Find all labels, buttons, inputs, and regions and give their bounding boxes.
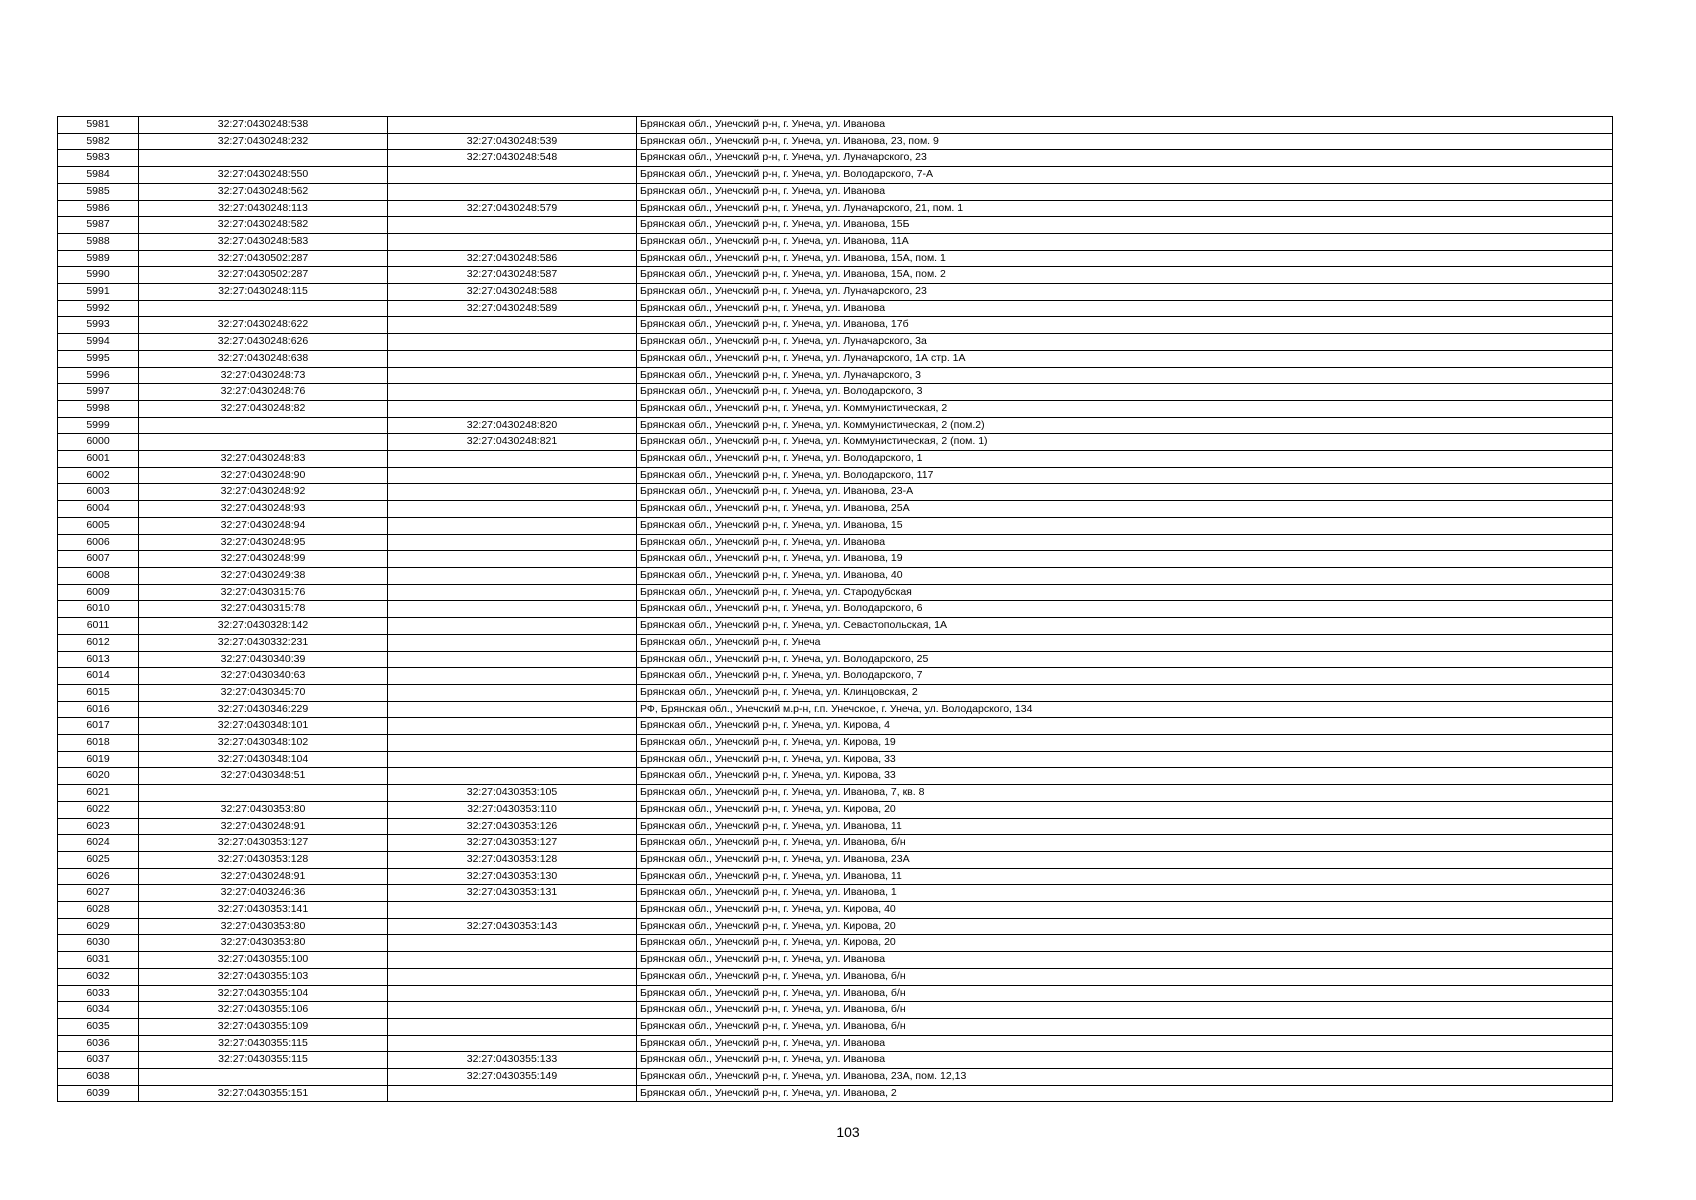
table-row <box>58 935 1613 952</box>
address-cell: Брянская обл., Унечский р-н, г. Унеча, ул. Володарского, 117 <box>637 467 1613 484</box>
table-row <box>58 133 1613 150</box>
linked-cadastral-number-cell <box>388 751 637 768</box>
table-row <box>58 735 1613 752</box>
cadastral-number-cell: 32:27:0430248:91 <box>139 868 388 885</box>
cadastral-number-cell: 32:27:0430348:104 <box>139 751 388 768</box>
linked-cadastral-number-cell <box>388 534 637 551</box>
row-number-cell: 6026 <box>58 868 139 885</box>
cadastral-number-cell: 32:27:0430355:104 <box>139 985 388 1002</box>
linked-cadastral-number-cell: 32:27:0430353:128 <box>388 851 637 868</box>
cadastral-number-cell <box>139 300 388 317</box>
row-number-cell: 6037 <box>58 1052 139 1069</box>
cadastral-number-cell <box>139 417 388 434</box>
cadastral-number-cell: 32:27:0430248:232 <box>139 133 388 150</box>
row-number-cell: 6010 <box>58 601 139 618</box>
address-cell: Брянская обл., Унечский р-н, г. Унеча, ул. Иванова <box>637 183 1613 200</box>
table-row <box>58 484 1613 501</box>
linked-cadastral-number-cell <box>388 618 637 635</box>
linked-cadastral-number-cell: 32:27:0430353:130 <box>388 868 637 885</box>
row-number-cell: 5984 <box>58 167 139 184</box>
row-number-cell: 6005 <box>58 517 139 534</box>
address-cell: Брянская обл., Унечский р-н, г. Унеча, ул. Коммунистическая, 2 <box>637 400 1613 417</box>
cadastral-number-cell: 32:27:0430248:73 <box>139 367 388 384</box>
address-cell: Брянская обл., Унечский р-н, г. Унеча, ул. Клинцовская, 2 <box>637 684 1613 701</box>
table-row <box>58 885 1613 902</box>
cadastral-number-cell: 32:27:0403246:36 <box>139 885 388 902</box>
table-row <box>58 801 1613 818</box>
table-row <box>58 317 1613 334</box>
cadastral-number-cell: 32:27:0430328:142 <box>139 618 388 635</box>
address-cell: Брянская обл., Унечский р-н, г. Унеча, ул. Володарского, 3 <box>637 384 1613 401</box>
row-number-cell: 6020 <box>58 768 139 785</box>
address-cell: Брянская обл., Унечский р-н, г. Унеча, ул. Иванова, 2 <box>637 1085 1613 1102</box>
address-cell: РФ, Брянская обл., Унечский м.р-н, г.п. Унечское, г. Унеча, ул. Володарского, 134 <box>637 701 1613 718</box>
row-number-cell: 5995 <box>58 350 139 367</box>
address-cell: Брянская обл., Унечский р-н, г. Унеча, ул. Иванова, 15Б <box>637 217 1613 234</box>
cadastral-number-cell: 32:27:0430346:229 <box>139 701 388 718</box>
cadastral-number-cell: 32:27:0430248:113 <box>139 200 388 217</box>
table-row <box>58 434 1613 451</box>
linked-cadastral-number-cell: 32:27:0430248:579 <box>388 200 637 217</box>
linked-cadastral-number-cell: 32:27:0430353:127 <box>388 835 637 852</box>
table-row <box>58 467 1613 484</box>
row-number-cell: 6030 <box>58 935 139 952</box>
linked-cadastral-number-cell: 32:27:0430248:539 <box>388 133 637 150</box>
row-number-cell: 5988 <box>58 233 139 250</box>
table-row <box>58 367 1613 384</box>
cadastral-number-cell: 32:27:0430353:141 <box>139 902 388 919</box>
cadastral-number-cell: 32:27:0430340:39 <box>139 651 388 668</box>
row-number-cell: 5997 <box>58 384 139 401</box>
row-number-cell: 6017 <box>58 718 139 735</box>
cadastral-number-cell: 32:27:0430248:95 <box>139 534 388 551</box>
row-number-cell: 6006 <box>58 534 139 551</box>
linked-cadastral-number-cell: 32:27:0430353:126 <box>388 818 637 835</box>
linked-cadastral-number-cell <box>388 601 637 618</box>
address-cell: Брянская обл., Унечский р-н, г. Унеча, ул. Стародубская <box>637 584 1613 601</box>
address-cell: Брянская обл., Унечский р-н, г. Унеча, ул. Иванова <box>637 1035 1613 1052</box>
address-cell: Брянская обл., Унечский р-н, г. Унеча, ул. Коммунистическая, 2 (пом. 1) <box>637 434 1613 451</box>
cadastral-number-cell: 32:27:0430345:70 <box>139 684 388 701</box>
table-row <box>58 300 1613 317</box>
linked-cadastral-number-cell <box>388 501 637 518</box>
page-number: 103 <box>836 1124 860 1140</box>
table-row <box>58 785 1613 802</box>
cadastral-number-cell: 32:27:0430315:78 <box>139 601 388 618</box>
row-number-cell: 6009 <box>58 584 139 601</box>
table-row <box>58 818 1613 835</box>
linked-cadastral-number-cell <box>388 233 637 250</box>
table-row <box>58 1018 1613 1035</box>
table-row <box>58 985 1613 1002</box>
table-row <box>58 501 1613 518</box>
row-number-cell: 6038 <box>58 1069 139 1086</box>
table-row <box>58 851 1613 868</box>
row-number-cell: 6025 <box>58 851 139 868</box>
address-cell: Брянская обл., Унечский р-н, г. Унеча, ул. Иванова, 15А, пом. 2 <box>637 267 1613 284</box>
address-cell: Брянская обл., Унечский р-н, г. Унеча, ул. Кирова, 20 <box>637 935 1613 952</box>
table-row <box>58 183 1613 200</box>
row-number-cell: 6023 <box>58 818 139 835</box>
address-cell: Брянская обл., Унечский р-н, г. Унеча, ул. Иванова, 17б <box>637 317 1613 334</box>
cadastral-number-cell: 32:27:0430348:102 <box>139 735 388 752</box>
cadastral-number-cell: 32:27:0430248:538 <box>139 117 388 134</box>
row-number-cell: 5996 <box>58 367 139 384</box>
table-row <box>58 250 1613 267</box>
linked-cadastral-number-cell: 32:27:0430248:589 <box>388 300 637 317</box>
address-cell: Брянская обл., Унечский р-н, г. Унеча, ул. Кирова, 33 <box>637 768 1613 785</box>
linked-cadastral-number-cell <box>388 718 637 735</box>
row-number-cell: 6034 <box>58 1002 139 1019</box>
address-cell: Брянская обл., Унечский р-н, г. Унеча, ул. Иванова, 23А, пом. 12,13 <box>637 1069 1613 1086</box>
address-cell: Брянская обл., Унечский р-н, г. Унеча, ул. Володарского, 7 <box>637 668 1613 685</box>
linked-cadastral-number-cell <box>388 384 637 401</box>
address-cell: Брянская обл., Унечский р-н, г. Унеча, ул. Кирова, 19 <box>637 735 1613 752</box>
row-number-cell: 5981 <box>58 117 139 134</box>
cadastral-number-cell: 32:27:0430502:287 <box>139 267 388 284</box>
table-row <box>58 584 1613 601</box>
table-row <box>58 400 1613 417</box>
linked-cadastral-number-cell <box>388 400 637 417</box>
table-row <box>58 451 1613 468</box>
table-row <box>58 835 1613 852</box>
cadastral-number-cell: 32:27:0430248:622 <box>139 317 388 334</box>
table-row <box>58 768 1613 785</box>
table-row <box>58 551 1613 568</box>
row-number-cell: 6029 <box>58 918 139 935</box>
table-row <box>58 117 1613 134</box>
address-cell: Брянская обл., Унечский р-н, г. Унеча, ул. Луначарского, 1А стр. 1А <box>637 350 1613 367</box>
row-number-cell: 5993 <box>58 317 139 334</box>
address-cell: Брянская обл., Унечский р-н, г. Унеча, ул. Кирова, 33 <box>637 751 1613 768</box>
table-row <box>58 517 1613 534</box>
linked-cadastral-number-cell <box>388 584 637 601</box>
linked-cadastral-number-cell: 32:27:0430355:133 <box>388 1052 637 1069</box>
linked-cadastral-number-cell: 32:27:0430248:588 <box>388 284 637 301</box>
row-number-cell: 6007 <box>58 551 139 568</box>
cadastral-number-cell: 32:27:0430248:626 <box>139 334 388 351</box>
table-row <box>58 668 1613 685</box>
linked-cadastral-number-cell <box>388 367 637 384</box>
row-number-cell: 6019 <box>58 751 139 768</box>
address-cell: Брянская обл., Унечский р-н, г. Унеча, ул. Иванова, 23А <box>637 851 1613 868</box>
address-cell: Брянская обл., Унечский р-н, г. Унеча, ул. Луначарского, 3 <box>637 367 1613 384</box>
cadastral-number-cell: 32:27:0430353:80 <box>139 801 388 818</box>
address-cell: Брянская обл., Унечский р-н, г. Унеча, ул. Луначарского, 21, пом. 1 <box>637 200 1613 217</box>
row-number-cell: 6039 <box>58 1085 139 1102</box>
linked-cadastral-number-cell <box>388 1002 637 1019</box>
address-cell: Брянская обл., Унечский р-н, г. Унеча, ул. Луначарского, 23 <box>637 284 1613 301</box>
cadastral-number-cell: 32:27:0430248:94 <box>139 517 388 534</box>
row-number-cell: 6033 <box>58 985 139 1002</box>
linked-cadastral-number-cell <box>388 668 637 685</box>
linked-cadastral-number-cell <box>388 1035 637 1052</box>
address-cell: Брянская обл., Унечский р-н, г. Унеча, ул. Иванова, 1 <box>637 885 1613 902</box>
table-row <box>58 751 1613 768</box>
address-cell: Брянская обл., Унечский р-н, г. Унеча, ул. Севастопольская, 1А <box>637 618 1613 635</box>
linked-cadastral-number-cell <box>388 567 637 584</box>
table-row <box>58 634 1613 651</box>
address-cell: Брянская обл., Унечский р-н, г. Унеча, ул. Иванова <box>637 300 1613 317</box>
table-row <box>58 618 1613 635</box>
address-cell: Брянская обл., Унечский р-н, г. Унеча, ул. Иванова, 15 <box>637 517 1613 534</box>
address-cell: Брянская обл., Унечский р-н, г. Унеча, ул. Кирова, 20 <box>637 801 1613 818</box>
linked-cadastral-number-cell <box>388 117 637 134</box>
table-row <box>58 902 1613 919</box>
linked-cadastral-number-cell <box>388 768 637 785</box>
row-number-cell: 6003 <box>58 484 139 501</box>
row-number-cell: 6028 <box>58 902 139 919</box>
row-number-cell: 6015 <box>58 684 139 701</box>
linked-cadastral-number-cell <box>388 902 637 919</box>
cadastral-number-cell: 32:27:0430248:91 <box>139 818 388 835</box>
cadastral-number-cell: 32:27:0430353:80 <box>139 918 388 935</box>
table-row <box>58 384 1613 401</box>
cadastral-number-cell: 32:27:0430248:638 <box>139 350 388 367</box>
table-row <box>58 534 1613 551</box>
row-number-cell: 6000 <box>58 434 139 451</box>
cadastral-number-cell <box>139 150 388 167</box>
cadastral-number-cell: 32:27:0430315:76 <box>139 584 388 601</box>
cadastral-number-cell: 32:27:0430353:128 <box>139 851 388 868</box>
table-row <box>58 267 1613 284</box>
linked-cadastral-number-cell: 32:27:0430248:586 <box>388 250 637 267</box>
address-cell: Брянская обл., Унечский р-н, г. Унеча, ул. Володарского, 7-А <box>637 167 1613 184</box>
address-cell: Брянская обл., Унечский р-н, г. Унеча, ул. Иванова, б/н <box>637 968 1613 985</box>
table-row <box>58 233 1613 250</box>
address-cell: Брянская обл., Унечский р-н, г. Унеча, ул. Кирова, 40 <box>637 902 1613 919</box>
address-cell: Брянская обл., Унечский р-н, г. Унеча, ул. Иванова, 11 <box>637 868 1613 885</box>
linked-cadastral-number-cell <box>388 985 637 1002</box>
address-cell: Брянская обл., Унечский р-н, г. Унеча, ул. Иванова, 23-А <box>637 484 1613 501</box>
cadastral-number-cell <box>139 785 388 802</box>
row-number-cell: 5994 <box>58 334 139 351</box>
cadastral-number-cell: 32:27:0430248:83 <box>139 451 388 468</box>
address-cell: Брянская обл., Унечский р-н, г. Унеча, ул. Иванова <box>637 1052 1613 1069</box>
row-number-cell: 6035 <box>58 1018 139 1035</box>
linked-cadastral-number-cell <box>388 551 637 568</box>
address-cell: Брянская обл., Унечский р-н, г. Унеча <box>637 634 1613 651</box>
address-cell: Брянская обл., Унечский р-н, г. Унеча, ул. Иванова, б/н <box>637 1002 1613 1019</box>
address-cell: Брянская обл., Унечский р-н, г. Унеча, ул. Володарского, 1 <box>637 451 1613 468</box>
row-number-cell: 5990 <box>58 267 139 284</box>
linked-cadastral-number-cell <box>388 183 637 200</box>
cadastral-number-cell: 32:27:0430249:38 <box>139 567 388 584</box>
table-row <box>58 701 1613 718</box>
table-row <box>58 417 1613 434</box>
linked-cadastral-number-cell <box>388 684 637 701</box>
row-number-cell: 5987 <box>58 217 139 234</box>
linked-cadastral-number-cell: 32:27:0430353:105 <box>388 785 637 802</box>
cadastral-number-cell: 32:27:0430248:92 <box>139 484 388 501</box>
linked-cadastral-number-cell <box>388 935 637 952</box>
table-row <box>58 918 1613 935</box>
row-number-cell: 5985 <box>58 183 139 200</box>
linked-cadastral-number-cell: 32:27:0430353:131 <box>388 885 637 902</box>
cadastral-number-cell <box>139 1069 388 1086</box>
table-row <box>58 1069 1613 1086</box>
cadastral-number-cell: 32:27:0430248:562 <box>139 183 388 200</box>
table-row <box>58 217 1613 234</box>
cadastral-number-cell: 32:27:0430348:51 <box>139 768 388 785</box>
row-number-cell: 5983 <box>58 150 139 167</box>
row-number-cell: 6021 <box>58 785 139 802</box>
linked-cadastral-number-cell <box>388 735 637 752</box>
table-row <box>58 334 1613 351</box>
address-cell: Брянская обл., Унечский р-н, г. Унеча, ул. Иванова, 40 <box>637 567 1613 584</box>
table-row <box>58 150 1613 167</box>
table-row <box>58 567 1613 584</box>
linked-cadastral-number-cell <box>388 467 637 484</box>
table-row <box>58 200 1613 217</box>
table-row <box>58 167 1613 184</box>
cadastral-number-cell: 32:27:0430355:106 <box>139 1002 388 1019</box>
linked-cadastral-number-cell <box>388 651 637 668</box>
row-number-cell: 6027 <box>58 885 139 902</box>
row-number-cell: 6031 <box>58 952 139 969</box>
address-cell: Брянская обл., Унечский р-н, г. Унеча, ул. Володарского, 25 <box>637 651 1613 668</box>
cadastral-number-cell: 32:27:0430248:99 <box>139 551 388 568</box>
address-cell: Брянская обл., Унечский р-н, г. Унеча, ул. Иванова <box>637 952 1613 969</box>
cadastral-number-cell: 32:27:0430248:76 <box>139 384 388 401</box>
table-row <box>58 868 1613 885</box>
row-number-cell: 5982 <box>58 133 139 150</box>
address-cell: Брянская обл., Унечский р-н, г. Унеча, ул. Луначарского, 3а <box>637 334 1613 351</box>
table-row <box>58 1035 1613 1052</box>
table-row <box>58 1002 1613 1019</box>
cadastral-number-cell: 32:27:0430348:101 <box>139 718 388 735</box>
address-cell: Брянская обл., Унечский р-н, г. Унеча, ул. Иванова, б/н <box>637 1018 1613 1035</box>
address-cell: Брянская обл., Унечский р-н, г. Унеча, ул. Луначарского, 23 <box>637 150 1613 167</box>
linked-cadastral-number-cell: 32:27:0430248:820 <box>388 417 637 434</box>
cadastral-number-cell: 32:27:0430355:115 <box>139 1035 388 1052</box>
address-cell: Брянская обл., Унечский р-н, г. Унеча, ул. Иванова, б/н <box>637 835 1613 852</box>
address-cell: Брянская обл., Унечский р-н, г. Унеча, ул. Иванова, 11 <box>637 818 1613 835</box>
address-cell: Брянская обл., Унечский р-н, г. Унеча, ул. Иванова, 23, пом. 9 <box>637 133 1613 150</box>
row-number-cell: 6032 <box>58 968 139 985</box>
linked-cadastral-number-cell: 32:27:0430248:548 <box>388 150 637 167</box>
linked-cadastral-number-cell <box>388 334 637 351</box>
cadastral-number-cell: 32:27:0430340:63 <box>139 668 388 685</box>
row-number-cell: 6036 <box>58 1035 139 1052</box>
linked-cadastral-number-cell: 32:27:0430353:110 <box>388 801 637 818</box>
row-number-cell: 6012 <box>58 634 139 651</box>
cadastral-number-cell: 32:27:0430502:287 <box>139 250 388 267</box>
address-cell: Брянская обл., Унечский р-н, г. Унеча, ул. Иванова <box>637 534 1613 551</box>
linked-cadastral-number-cell: 32:27:0430355:149 <box>388 1069 637 1086</box>
table-row <box>58 968 1613 985</box>
linked-cadastral-number-cell <box>388 1085 637 1102</box>
linked-cadastral-number-cell: 32:27:0430248:821 <box>388 434 637 451</box>
row-number-cell: 6016 <box>58 701 139 718</box>
row-number-cell: 6001 <box>58 451 139 468</box>
row-number-cell: 5989 <box>58 250 139 267</box>
linked-cadastral-number-cell <box>388 1018 637 1035</box>
table-row <box>58 651 1613 668</box>
row-number-cell: 6022 <box>58 801 139 818</box>
address-cell: Брянская обл., Унечский р-н, г. Унеча, ул. Коммунистическая, 2 (пом.2) <box>637 417 1613 434</box>
linked-cadastral-number-cell: 32:27:0430353:143 <box>388 918 637 935</box>
cadastral-number-cell: 32:27:0430355:103 <box>139 968 388 985</box>
cadastral-number-cell: 32:27:0430355:151 <box>139 1085 388 1102</box>
cadastral-number-cell: 32:27:0430248:90 <box>139 467 388 484</box>
cadastral-number-cell: 32:27:0430248:582 <box>139 217 388 234</box>
table-row <box>58 350 1613 367</box>
table-row <box>58 718 1613 735</box>
row-number-cell: 6013 <box>58 651 139 668</box>
linked-cadastral-number-cell: 32:27:0430248:587 <box>388 267 637 284</box>
table-row <box>58 1085 1613 1102</box>
row-number-cell: 5998 <box>58 400 139 417</box>
linked-cadastral-number-cell <box>388 451 637 468</box>
linked-cadastral-number-cell <box>388 952 637 969</box>
linked-cadastral-number-cell <box>388 317 637 334</box>
row-number-cell: 5986 <box>58 200 139 217</box>
linked-cadastral-number-cell <box>388 217 637 234</box>
row-number-cell: 5992 <box>58 300 139 317</box>
cadastral-number-cell: 32:27:0430355:100 <box>139 952 388 969</box>
cadastral-number-cell: 32:27:0430248:583 <box>139 233 388 250</box>
row-number-cell: 6002 <box>58 467 139 484</box>
cadastral-number-cell <box>139 434 388 451</box>
linked-cadastral-number-cell <box>388 484 637 501</box>
linked-cadastral-number-cell <box>388 167 637 184</box>
cadastral-number-cell: 32:27:0430332:231 <box>139 634 388 651</box>
linked-cadastral-number-cell <box>388 701 637 718</box>
table-row <box>58 1052 1613 1069</box>
address-cell: Брянская обл., Унечский р-н, г. Унеча, ул. Кирова, 4 <box>637 718 1613 735</box>
row-number-cell: 6018 <box>58 735 139 752</box>
address-cell: Брянская обл., Унечский р-н, г. Унеча, ул. Володарского, 6 <box>637 601 1613 618</box>
address-cell: Брянская обл., Унечский р-н, г. Унеча, ул. Иванова, 19 <box>637 551 1613 568</box>
address-cell: Брянская обл., Унечский р-н, г. Унеча, ул. Иванова, 7, кв. 8 <box>637 785 1613 802</box>
cadastral-number-cell: 32:27:0430248:550 <box>139 167 388 184</box>
row-number-cell: 6024 <box>58 835 139 852</box>
address-cell: Брянская обл., Унечский р-н, г. Унеча, ул. Иванова, 25А <box>637 501 1613 518</box>
linked-cadastral-number-cell <box>388 517 637 534</box>
row-number-cell: 6008 <box>58 567 139 584</box>
row-number-cell: 6004 <box>58 501 139 518</box>
row-number-cell: 6011 <box>58 618 139 635</box>
address-cell: Брянская обл., Унечский р-н, г. Унеча, ул. Иванова, 15А, пом. 1 <box>637 250 1613 267</box>
registry-table-body <box>58 117 1613 1102</box>
linked-cadastral-number-cell <box>388 350 637 367</box>
table-row <box>58 684 1613 701</box>
linked-cadastral-number-cell <box>388 968 637 985</box>
address-cell: Брянская обл., Унечский р-н, г. Унеча, ул. Иванова, б/н <box>637 985 1613 1002</box>
address-cell: Брянская обл., Унечский р-н, г. Унеча, ул. Иванова, 11А <box>637 233 1613 250</box>
table-row <box>58 952 1613 969</box>
cadastral-number-cell: 32:27:0430248:93 <box>139 501 388 518</box>
address-cell: Брянская обл., Унечский р-н, г. Унеча, ул. Иванова <box>637 117 1613 134</box>
table-row <box>58 284 1613 301</box>
cadastral-number-cell: 32:27:0430248:115 <box>139 284 388 301</box>
table-row <box>58 601 1613 618</box>
row-number-cell: 5991 <box>58 284 139 301</box>
address-cell: Брянская обл., Унечский р-н, г. Унеча, ул. Кирова, 20 <box>637 918 1613 935</box>
linked-cadastral-number-cell <box>388 634 637 651</box>
cadastral-number-cell: 32:27:0430248:82 <box>139 400 388 417</box>
cadastral-number-cell: 32:27:0430355:109 <box>139 1018 388 1035</box>
cadastral-number-cell: 32:27:0430355:115 <box>139 1052 388 1069</box>
row-number-cell: 5999 <box>58 417 139 434</box>
cadastral-number-cell: 32:27:0430353:80 <box>139 935 388 952</box>
cadastral-number-cell: 32:27:0430353:127 <box>139 835 388 852</box>
registry-table <box>57 116 1613 1102</box>
row-number-cell: 6014 <box>58 668 139 685</box>
